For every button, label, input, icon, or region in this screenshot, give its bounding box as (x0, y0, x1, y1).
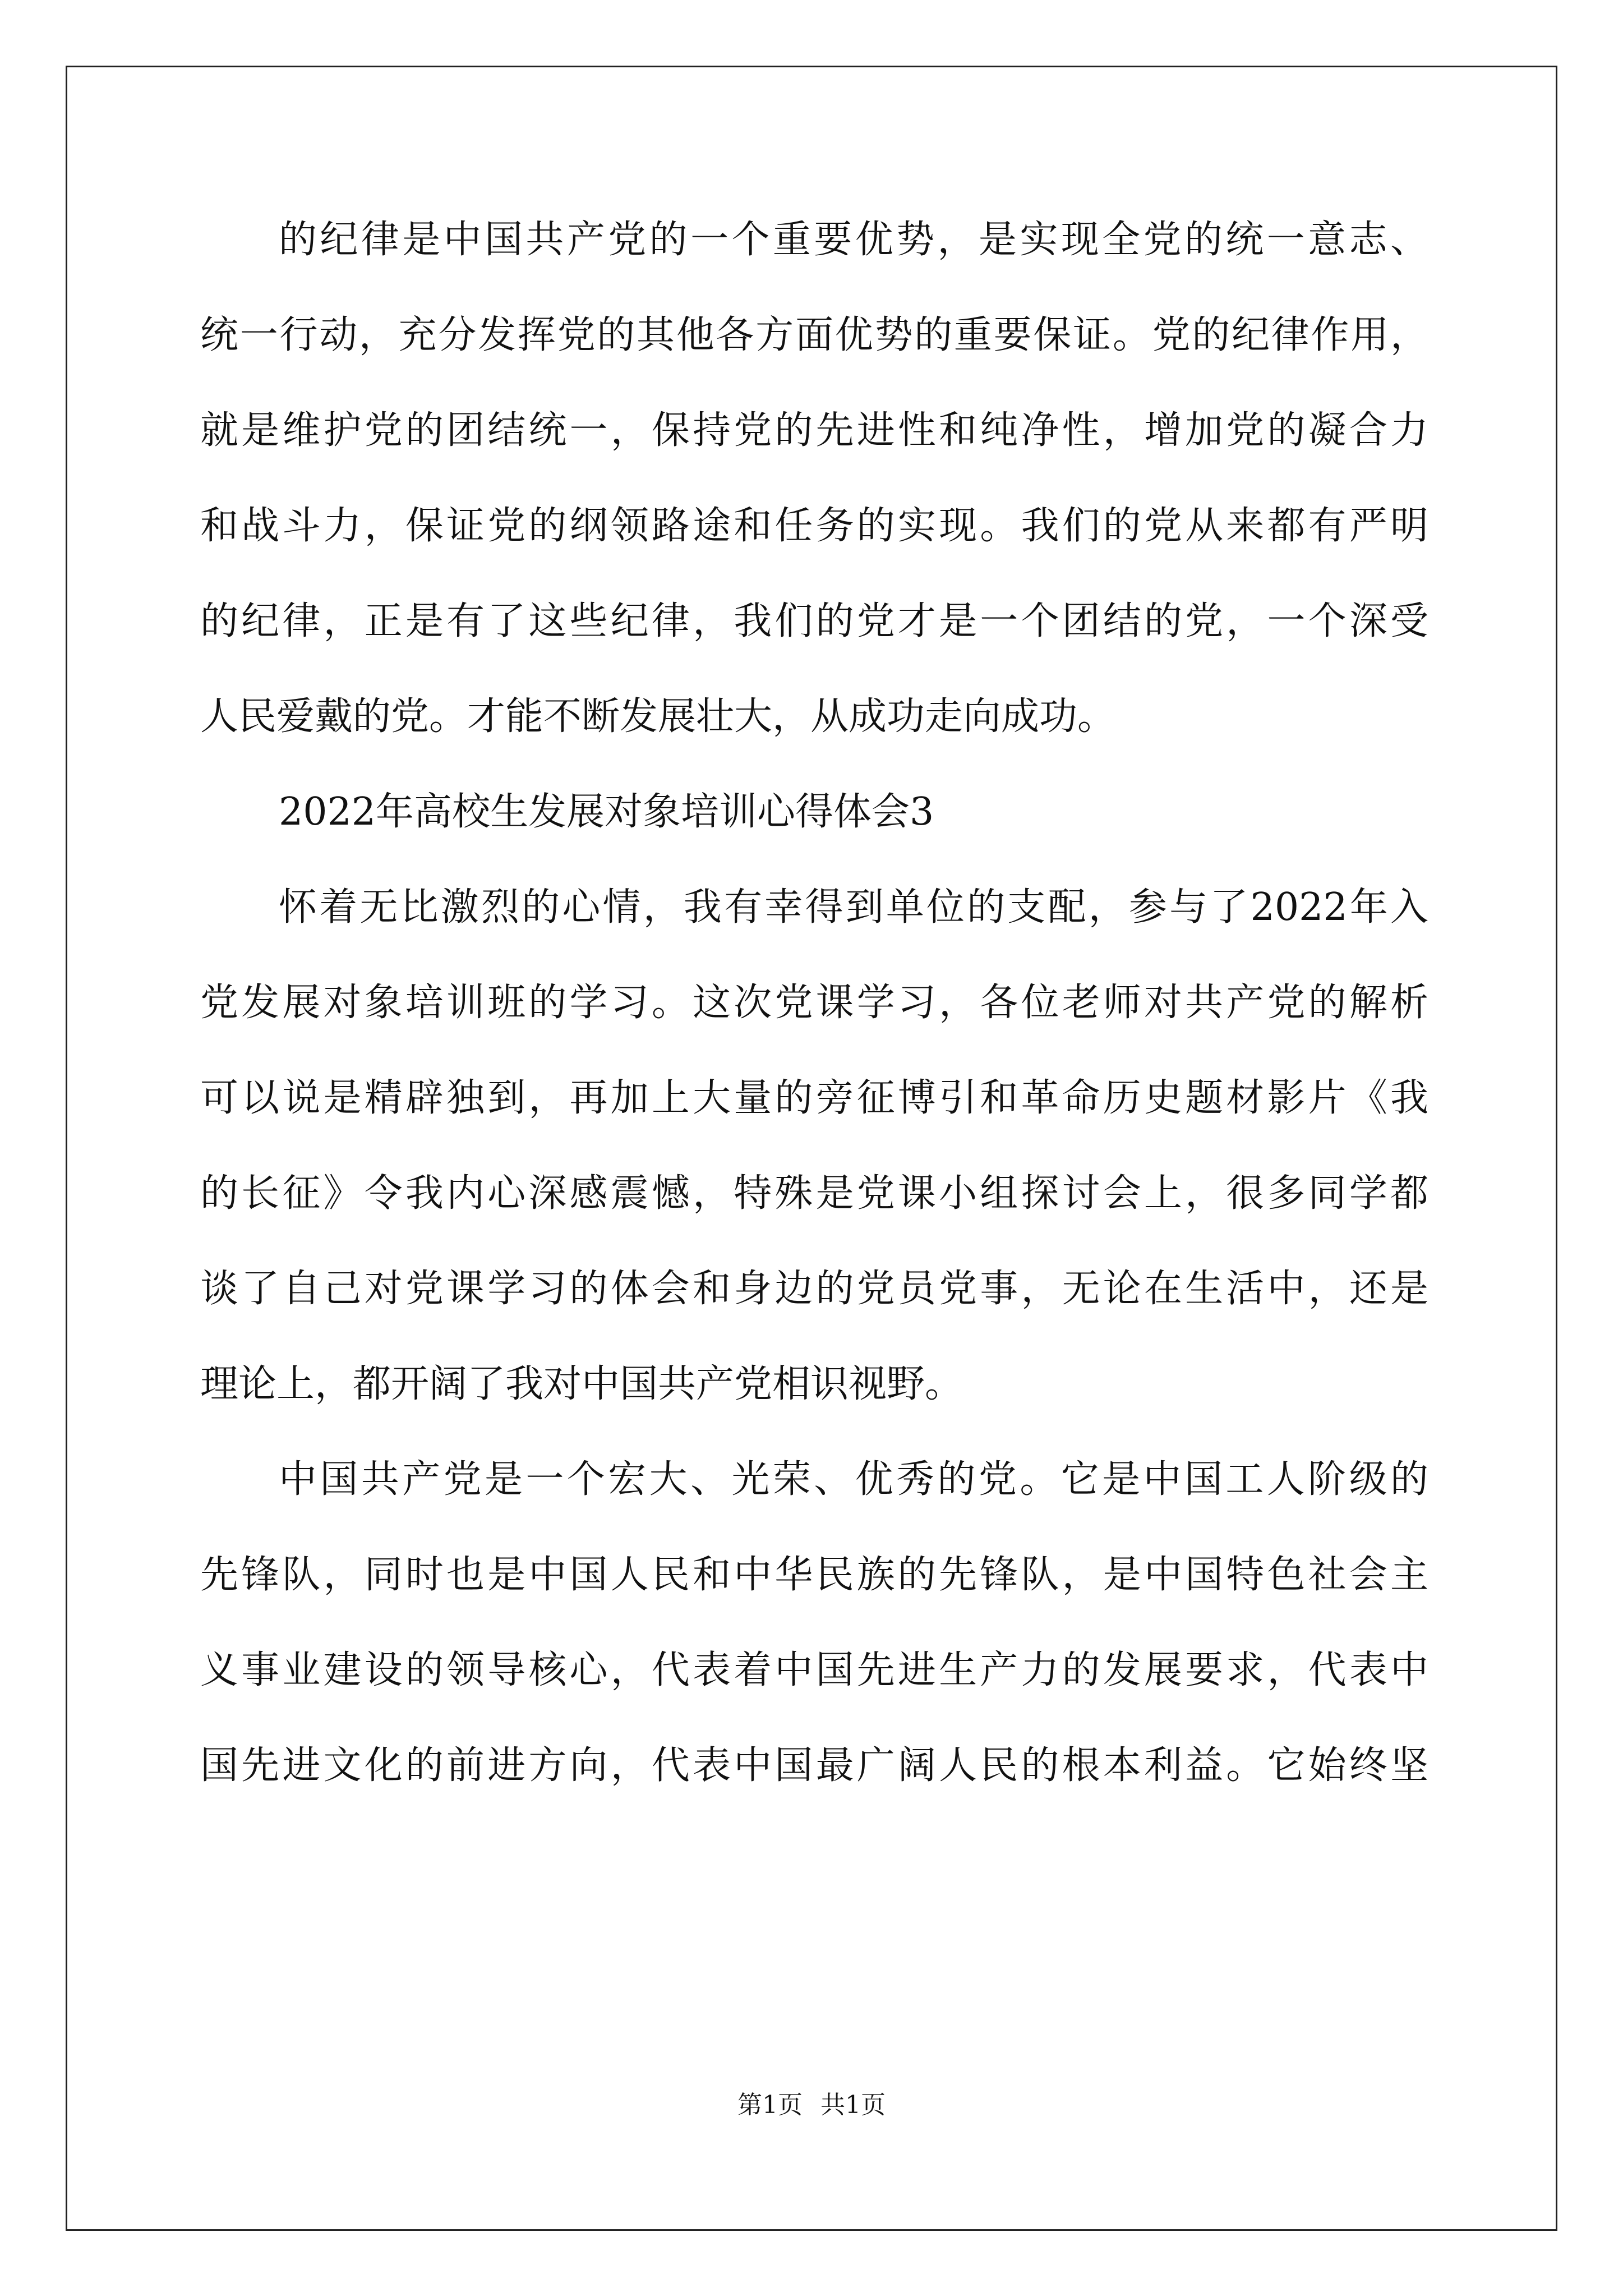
text-line: 的长征》令我内心深感震憾，特殊是党课小组探讨会上，很多同学都 (200, 1171, 1428, 1216)
text-line: 的纪律是中国共产党的一个重要优势，是实现全党的统一意志、 (279, 218, 1428, 262)
text-line: 中国共产党是一个宏大、光荣、优秀的党。它是中国工人阶级的 (279, 1457, 1428, 1502)
text-line: 统一行动，充分发挥党的其他各方面优势的重要保证。党的纪律作用， (200, 313, 1428, 357)
text-line: 国先进文化的前进方向，代表中国最广阔人民的根本利益。它始终坚 (200, 1743, 1428, 1788)
text-line: 人民爱戴的党。才能不断发展壮大，从成功走向成功。 (200, 694, 1116, 739)
page-border (66, 66, 1557, 2231)
text-line: 的纪律，正是有了这些纪律，我们的党才是一个团结的党，一个深受 (200, 599, 1428, 643)
text-line: 先锋队，同时也是中国人民和中华民族的先锋队，是中国特色社会主 (200, 1553, 1428, 1597)
page-number: 第1页 (737, 2091, 803, 2119)
text-line: 怀着无比激烈的心情，我有幸得到单位的支配，参与了2022年入 (279, 885, 1428, 930)
text-line: 理论上，都开阔了我对中国共产党相识视野。 (200, 1362, 963, 1406)
page-count: 共1页 (820, 2091, 886, 2119)
text-line: 和战斗力，保证党的纲领路途和任务的实现。我们的党从来都有严明 (200, 504, 1428, 548)
section-heading: 2022年高校生发展对象培训心得体会3 (279, 790, 934, 834)
text-line: 义事业建设的领导核心，代表着中国先进生产力的发展要求，代表中 (200, 1648, 1428, 1692)
page-footer (0, 2088, 1623, 2122)
text-line: 谈了自己对党课学习的体会和身边的党员党事，无论在生活中，还是 (200, 1267, 1428, 1311)
text-line: 党发展对象培训班的学习。这次党课学习，各位老师对共产党的解析 (200, 981, 1428, 1025)
text-line: 可以说是精辟独到，再加上大量的旁征博引和革命历史题材影片《我 (200, 1076, 1428, 1120)
text-line: 就是维护党的团结统一，保持党的先进性和纯净性，增加党的凝合力 (200, 408, 1428, 453)
